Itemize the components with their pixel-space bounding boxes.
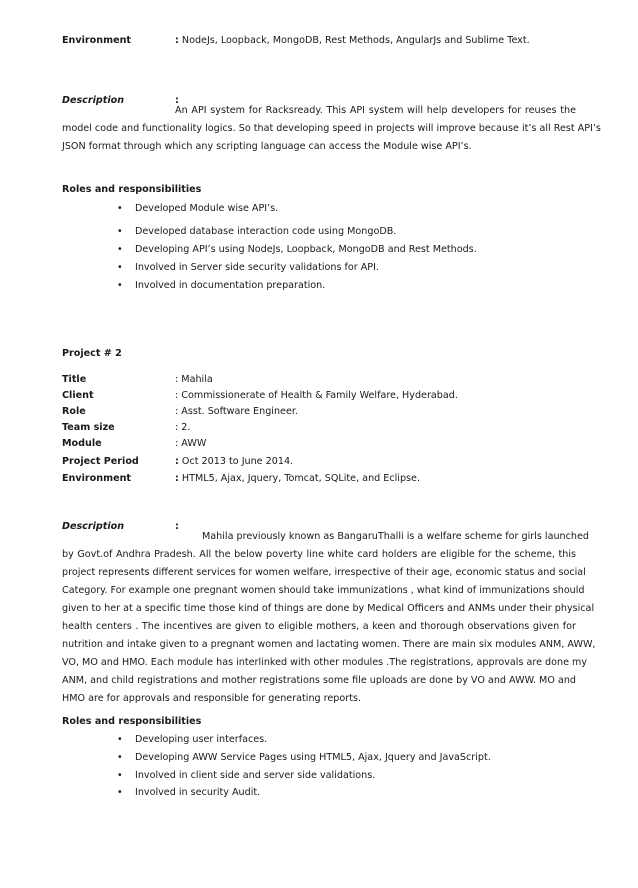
p2-field-value: : Asst. Software Engineer. [175,406,298,417]
p2-description-line: ANM, and child registrations and mother registrations some file uploads are done by VO and AWW. MO and [62,675,576,686]
p1-environment-label: Environment [62,35,131,46]
bullet-icon: • [117,262,123,273]
p2-field-label: Role [62,406,86,417]
p2-roles-heading: Roles and responsibilities [62,716,202,727]
p2-description-line: given to her at a specific time those kind of things are done by Medical Officers and ANMs under their physical [62,603,595,614]
list-item: Developing user interfaces. [135,734,268,745]
p2-description-line: health centers . The incentives are given to eligible mothers, a keen and thorough observations given for [62,621,576,632]
p1-description-line: model code and functionality logics. So that developing speed in projects will improve because it’s all Rest API’s [62,123,601,134]
p2-field-label: Title [62,374,87,385]
p1-description [62,102,601,156]
p2-field-value: : AWW [175,438,207,449]
p1-environment-value: : NodeJs, Loopback, MongoDB, Rest Methods, AngularJs and Sublime Text. [175,35,530,46]
p2-description-colon: : [175,521,179,532]
p2-description [62,528,596,708]
p2-description-line: by Govt.of Andhra Pradesh. All the below poverty line white card holders are eligible for the scheme, this [62,549,576,560]
p1-description-colon: : [175,95,179,106]
list-item: Developed Module wise API’s. [135,203,279,214]
list-item: Developed database interaction code using MongoDB. [135,226,397,237]
p2-description-line: Mahila previously known as BangaruThalli is a welfare scheme for girls launched [202,531,589,542]
p2-field-label: Environment [62,473,131,484]
p1-description-label: Description [62,95,125,106]
list-item: Developing AWW Service Pages using HTML5, Ajax, Jquery and JavaScript. [135,752,491,763]
bullet-icon: • [117,226,123,237]
p2-field-value: : Mahila [175,374,213,385]
p2-field-label: Module [62,438,102,449]
p2-field-value: : Commissionerate of Health & Family Welfare, Hyderabad. [175,390,458,401]
p2-description-line: VO, MO and HMO. Each module has interlinked with other modules .The registrations, approvals are done my [62,657,588,668]
p2-field-label: Client [62,390,94,401]
list-item: Involved in documentation preparation. [135,280,326,291]
p1-description-line: An API system for Racksready. This API system will help developers for reuses the [175,105,576,116]
p2-description-line: Category. For example one pregnant women should take immunizations , what kind of immunizations should [62,585,585,596]
p2-field-value: : Oct 2013 to June 2014. [175,456,294,467]
bullet-icon: • [117,770,123,781]
p2-field-value: : 2. [175,422,191,433]
bullet-icon: • [117,752,123,763]
p2-field-label: Team size [62,422,115,433]
list-item: Involved in Server side security validations for API. [135,262,379,273]
bullet-icon: • [117,734,123,745]
bullet-icon: • [117,244,123,255]
p2-description-line: HMO are for approvals and responsible for generating reports. [62,693,362,704]
p1-description-line: JSON format through which any scripting language can access the Module wise API’s. [62,141,472,152]
list-item: Involved in client side and server side validations. [135,770,376,781]
p1-roles-heading: Roles and responsibilities [62,184,202,195]
p2-description-line: project represents different services for women welfare, irrespective of their age, economic status and social [62,567,586,578]
bullet-icon: • [117,203,123,214]
p2-field-value: : HTML5, Ajax, Jquery, Tomcat, SQLite, and Eclipse. [175,473,420,484]
p2-field-label: Project Period [62,456,139,467]
p2-description-line: nutrition and intake given to a pregnant women and lactating women. There are main six modules ANM, AWW, [62,639,596,650]
bullet-icon: • [117,787,123,798]
p2-heading: Project # 2 [62,348,122,359]
p2-description-label: Description [62,521,125,532]
list-item: Involved in security Audit. [135,787,261,798]
bullet-icon: • [117,280,123,291]
list-item: Developing API’s using NodeJs, Loopback, MongoDB and Rest Methods. [135,244,477,255]
